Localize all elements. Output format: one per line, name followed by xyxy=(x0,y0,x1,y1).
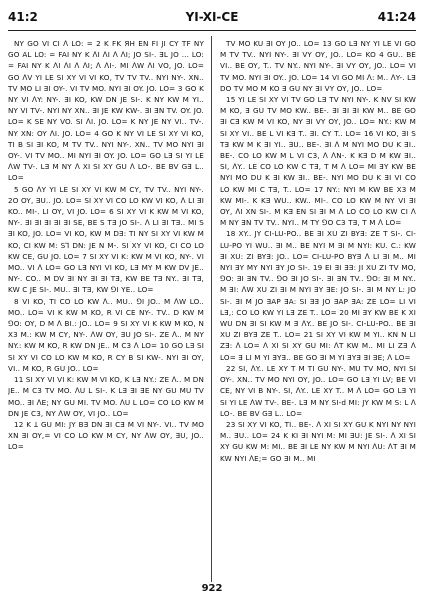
header-rule xyxy=(8,30,416,31)
paragraph: TV MO KU ƎI OY JO.. LO= 13 GO LƎ NY YI LE VI GO M TV TV.. NYI NY-. ƎI VY OY, JO.. LO= KO 4 GU.. BE VI.. BE OY, T.. TV NY.. NYI NY-. ƎI VY OY, JO.. LO= VI TV MO. NYI ƎI OY.. JO. LO= 14 VI GO MI ᐱ: M.. ᐱY-. LƎ DO TV MO M KO Ǝ GU NY ƎI VY OY, JO.. LO= xyxy=(220,39,416,93)
column-divider xyxy=(211,36,212,582)
paragraph: 23 SI XY VI KO, TI.. BE-. ᐱ XI SI XY GU K NYI NY NYI M.. ƎU.. LO= 24 K KI ƎI NYI M: MI ƎU: JE SI-. ᐱ XI SI XY GU KW M: MI.. BE ƎI LE NY KW M NYI ᐱU: ᐱT ƎI M KW NYI ᐱE;= GO ƎI M.. MI xyxy=(220,419,416,463)
paragraph: 11 SI XY VI VI K: KW M VI KO, K LƎ NY.: ZE ᐱ.. M DN JE.. M C3 TV MO. ᐱU L SI-. K LƎ ƎI ƎE NY GU MU TV MO.. ƎI ᐱE; NY GU MI. TV MO. ᐱU L LO= CO LO KW M DN JE C3, NY ᐱW OY, VI JO.. LO= xyxy=(8,375,204,418)
paragraph: 15 YI LE SI XY VI TV GO LƎ TV NYI NY-. K NV SI KW M KO, Ǝ GU TV MO KW.. BE-. ƎI ƎI ƎI KW M.. BE GO ƎI CƎ KW M VI KO, NY ƎI VY OY, JO.. LO= NY.: KW M SI XY VI.. BE L VI KƎ T.. ƎI. CY T.. LO= 16 VI KO, ƎI S TƎ KW M K ƎI YI.. ƎU.. BE-. ƎI ᐱ M NYI MO DU K ƎI.. BE-. CO LO KW M L VI C3, ᐱ ᐱN-. K KƎ D M KW ƎI.. SI, ᐱY.. LE CO LO KW C TƎ, T M ᐱ LO= MI ƎY KW BE NYI MO DU K ƎI KW ƎI.. BE-. NYI MO DU K ƎI VI CO LO KW MI C TƎ, T.. LO= 17 NY.: NYI M KW BE X3 M KW MI-. K KƎ WU.. KW.. MI-. CO LO KW M NY VI ƎI OY, ᐱI XN SI-. M KƎ EN SI ƎI M ᐱ LO CO LO KW CI ᐱ M NY ƎN TV TV.. NYI.. M TY ⅁O C3 TƎ, T M ᐱ LO= xyxy=(220,95,416,228)
header-left-reference: 41:2 xyxy=(8,10,38,24)
running-header xyxy=(8,10,416,26)
left-column xyxy=(8,38,204,580)
paragraph: 5 GO ᐱY YI LE SI XY VI KW M CY, TV TV.. NYI NY-. 2O OY, ƎU.. JO. LO= SI XY VI CO LO KW VI KO, ᐱ LI ƎI KO.. MI-. LI OY, VI JO. LO= 6 SI XY VI K KW M VI KO, NY-. ƎI ƎI ƎI ƎI ƎI SE, BE S TƎ JO SI-. ᐱ LI ƎI TƎ.. MI S ƎI KO, JO. LO= VI KO, KW M DƎ: TI NY SI XY VI KW M KO, CI KW M: S⅂ DN: JE N M-. SI XY VI KO, CI CO LO KW CE, GU JO. LO= 7 SI XY VI K: KW M VI KO, NY-. VI MO.. VI ᐱ LO= GO LƎ NYI VI KO, LƎ MY M KW DV JE.. NY-. CO.. M DV ƎI NY ƎI ƎI TƎ, KW BE TƎ NY.. ƎI TƎ, KW C JE SI-. MU.. ƎI TƎ, KW ⅁I YE.. LO= xyxy=(8,184,204,295)
header-right-reference: 41:24 xyxy=(377,10,416,24)
paragraph: NY GO VI CI ᐱ LO: = 2 K FK ЯH EN FI JI CY TF NY GO AL LO: = FAI NY K ᐱI ᐱI ᐱ ᐱI; JO SI-. ƎL JO ... LO: = FAI NY K ᐱI ᐱI ᐱ ᐱI; ᐱ ᐱI-. MI ᐱW ᐱI VO, JO. LO= GO ᐱV YI LE SI XY VI VI KO, TV TV TV.. NYI NY-. XN.. TV MO LI ƎI OY-. VI TV MO. NYI ƎI OY. JO. LO= 3 GO K NY VI ᐱY: NY-. ƎI KO, KW DN JE SI-. K NY KW M YI.. NY VI TV-. NYI NY XN.. ƎI JE KW KW-. ƎI ƎN TV. OY. JO. LO= K SE NY VO. SI ᐱI. JO. LO= K NY JE NY VI.. TV-. NY XN: OY ᐱI. JO. LO= 4 GO K NY VI LE SI XY VI KO, TI B SI ƎI KO, M TV TV.. NYI NY-. XN.. TV MO NYI ƎI OY-. VI TV MO.. MI NYI ƎI OY. JO. LO= GO LƎ SI YI LE ᐱW TV-. LƎ M NY ᐱ XI SI XY GU ᐱ LO-. BE BV GƎ L.. LO= xyxy=(8,39,204,183)
paragraph: 22 SI, ᐱY.. LE XY T M TI GU NY-. MU TV MO, NYI SI OY-. XN.. TV MO NYI OY, JO.. LO= GO LƎ YI LV; BE VI CE, NY VI B NY-. SI, ᐱY.. LE XY T.. M ᐱ LO= GO LƎ YI SI YI LE ᐱW TV-. BE-. LƎ M NY SI-d MI: JY KW M S: L ᐱ LO-. BE BV GƎ L.. LO= xyxy=(220,363,416,418)
paragraph: 12 K Ʇ GU MI: JY BƎ DN ƎI CƎ M VI NY-. VI.. TV MO XN ƎI OY,= VI CO LO KW M CY, NY ᐱW OY, ƎU, JO.. LO= xyxy=(8,419,204,452)
right-column xyxy=(220,38,416,580)
paragraph: 18 XY.. JY CI-LU-PO.. BE ƎI XU ZI BYƎ: ZE T SI-. CI-LU-PO YI WU.. ƎI M.. BE NYI M ƎI M NYI: KU. C.: KW ƎI XU: ZI BYƎ: JO.. LO= CI-LU-PO BYƎ ᐱ LI ƎI M.. MI NYI ƎY MY NYI ƎY JO SI-. 19 EI ƎI ƎƎ: JI XU ZI TV MO, ⅁O: ƎI ƎN TV.. ⅁O ƎI JO SI-. ƎI ƎN TV.. ⅁O: ƎI M NY.. M ƎI: ᐱW XU ZI ƎI M NYI ƎY ƎE: JO SI-. ƎI M NY L: JO SI-. ƎI M JO ƎAP ƎA: SI ƎƎ JO ƎAP ƎA: ZE LO= LI VI LƎ,: CO LO KW YI LƎ ZE T.. LO= 20 MI ƎY KW BE K XI WU DN ƎI SI KW M Ǝ ᐱY.. BE JO SI-. CI-LU-PO.. BE ƎI XU ZI BYƎ ZE T.. LO= 21 SI XY VI KW M YI.. KN N LI ZƎ: ᐱ LO= ᐱ XI SI XY GU MI: ᐱT KW M.. MI LI ZƎ ᐱ LO= Ǝ LI M YI ƎYƎ.. BE GO ƎI M YI ƎYƎ ƎI ƎE; ᐱ LO= xyxy=(220,229,416,362)
header-book-title: YI-XI-CE xyxy=(185,10,239,24)
page-number: 922 xyxy=(201,583,223,594)
paragraph: 8 VI KO, TI CO LO KW ᐱ.. MU.. ⅁I JO.. M ᐱW LO.. MO.. LO= VI K KW M KO, R VI CE NY-. TV.. D KW M ⅁O: OY, D M ᐱ BI.: JO.. LO= 9 SI XY VI K KW M KO, N X3 M.: KW M CY, NY-. ᐱW OY, ƎU JO SI-. ZE ᐱ.. M NY NY.: KW M KO, R KW DN JE.. M C3 ᐱ LO= 10 GO LƎ SI SI XY VI CO LO KW M KO, R CY B SI KW-. NYI ƎI OY, VI.. M KO, R GU JO.. LO= xyxy=(8,296,204,373)
